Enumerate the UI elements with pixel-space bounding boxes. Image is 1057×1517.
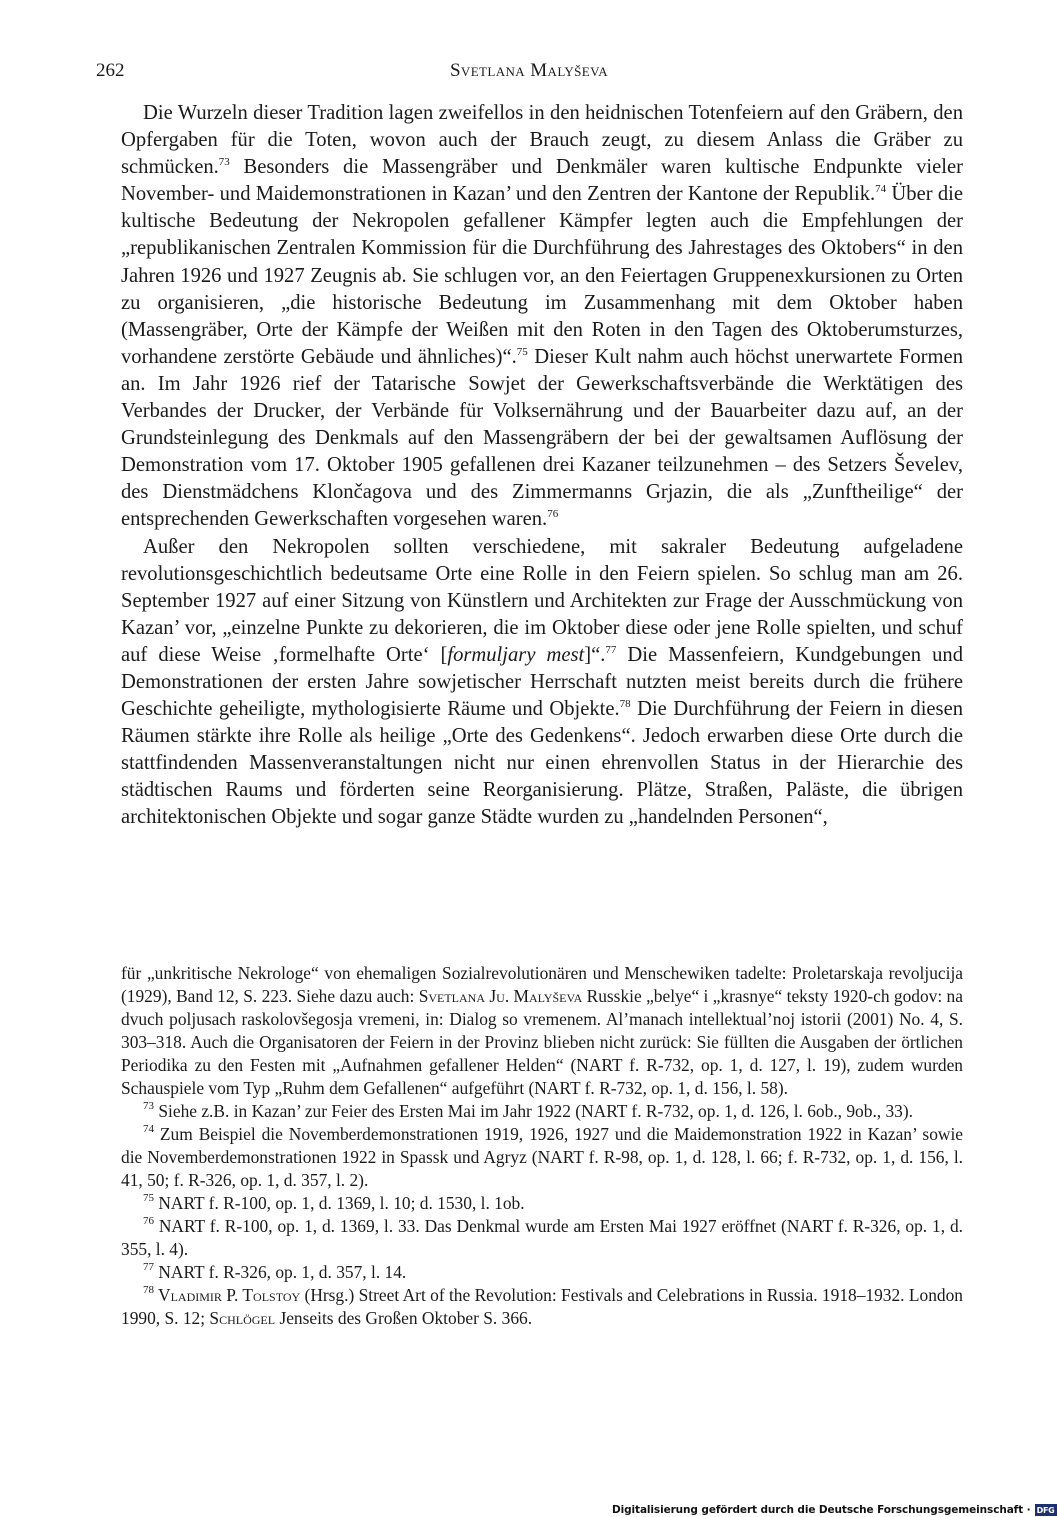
- text-run: Die Massenfeiern, Kundgebungen und Demonstrationen der ersten Jahre sowjetischer Herrschaft nutzten meist bereits durch die frühere Geschichte geheiligte, mythologisierte Räume und Objekte.: [121, 643, 964, 721]
- text-run: Besonders die Massengräber und Denkmäler waren kultische Endpunkte vieler November- und Maidemonstrationen in Kazan’ und den Zentren der Kantone der Republik.: [121, 156, 963, 206]
- footnote-ref[interactable]: 76: [547, 508, 559, 521]
- text-run: Die Wurzeln dieser Tradition lagen zweifellos in den heidnischen Totenfeiern auf den Gräbern, den Opfergaben für die Toten, wovon auch der Brauch zeugt, zu diesem Anlass die Gräber zu schmücken.: [121, 102, 963, 179]
- footnote-number: 78: [143, 1284, 154, 1296]
- footnote-text: Siehe z.B. in Kazan’ zur Feier des Ersten Mai im Jahr 1922 (NART f. R-732, op. 1, d. 126, l. 6ob., 9ob., 33).: [154, 1101, 914, 1121]
- running-head: [96, 60, 962, 88]
- footnote-ref[interactable]: 78: [619, 698, 631, 711]
- text-run: Über die kultische Bedeutung der Nekropolen gefallener Kämpfer legten auch die Empfehlungen der „republikanischen Zentralen Kommission für die Durchführung des Jahrestages des Oktobers“ in den Jahren 1926 und 1927 Zeugnis ab. Sie schlugen vor, an den Feiertagen Gruppenexkursionen zu Orten zu organisieren, „die historische Bedeutung im Zusammenhang mit dem Oktober haben (Massengräber, Orte der Kämpfe der Weißen mit den Roten in den Tagen des Oktoberumsturzes, vorhandene zerstörte Gebäude und ähnliches)“.: [121, 183, 964, 368]
- text-run: für „unkritische Nekrologe“ von ehemaligen Sozialrevolutionären und Menschewiken tadelte: Proletarskaja revoljucija (1929), Band 12, S. 223. Siehe dazu auch:: [121, 963, 963, 1006]
- footnote-ref[interactable]: 73: [218, 156, 230, 169]
- page-number: 262: [96, 60, 125, 81]
- text-run: Die Durchführung der Feiern in diesen Räumen stärkte ihre Rolle als heilige „Orte des Gedenkens“. Jedoch erwarben diese Orte durch die stattfindenden Massenveranstaltungen nicht nur einen ehrenvollen Status in der Hierarchie des städtischen Raums und förderten seine Reorganisierung. Plätze, Straßen, Paläste, die übrigen architektonischen Objekte und sogar ganze Städte wurden zu „handelnden Personen“,: [121, 698, 964, 829]
- footnote-76: [121, 1215, 963, 1261]
- footnote-text: NART f. R-100, op. 1, d. 1369, l. 33. Das Denkmal wurde am Ersten Mai 1927 eröffnet (NART f. R-326, op. 1, d. 355, l. 4).: [121, 1216, 963, 1259]
- footnotes: [121, 962, 963, 1330]
- footnote-ref[interactable]: 74: [875, 183, 887, 196]
- footnote-text: NART f. R-100, op. 1, d. 1369, l. 10; d. 1530, l. 1ob.: [154, 1193, 525, 1213]
- text-run: Russkie „belye“ i „krasnye“ teksty 1920-ch godov: na dvuch poljusach raskolovšegosja vremeni, in: Dialog so vremenem. Al’manach intellektual’noj istorii (2001) No. 4, S. 303–318. Auch die Organisatoren der Feiern in der Provinz blieben nicht zurück: Sie füllten die Ausgaben der örtlichen Periodika zu den Festen mit „Aufnahmen gefallener Helden“ (NART f. R-732, op. 1, d. 127, l. 19), zudem wurden Schauspiele vom Typ „Ruhm dem Gefallenen“ aufgeführt (NART f. R-732, op. 1, d. 156, l. 58).: [121, 986, 963, 1098]
- footnote-75: [121, 1192, 963, 1215]
- footnote-text: Jenseits des Großen Oktober S. 366.: [275, 1308, 533, 1328]
- text-run: Außer den Nekropolen sollten verschiedene, mit sakraler Bedeutung aufgeladene revolutionsgeschichtlich bedeutsame Orte eine Rolle in den Feiern spielen. So schlug man am 26. September 1927 auf einer Sitzung von Künstlern und Architekten zur Frage der Ausschmückung von Kazan’ vor, „einzelne Punkte zu dekorieren, die im Oktober diese oder jene Rolle spielten, und schuf auf diese Weise ‚formelhafte Orte‘ [: [121, 535, 963, 666]
- italic-term: formuljary mest: [447, 643, 585, 666]
- author-name: Svetlana Ju. Malyševa: [418, 986, 583, 1006]
- paragraph: [121, 100, 963, 534]
- text-run: Dieser Kult nahm auch höchst unerwartete Formen an. Im Jahr 1926 rief der Tatarische Sowjet der Gewerkschaftsverbände die Werktätigen des Verbandes der Drucker, der Verbände für Volksernährung und der Bauarbeiter dazu auf, an der Grundsteinlegung des Denkmals auf den Massengräbern der bei der gewaltsamen Auflösung der Demonstration vom 17. Oktober 1905 gefallenen drei Kazaner teilzunehmen – des Setzers Ševelev, des Dienstmädchens Klončagova und des Zimmermanns Grjazin, die als „Zunftheilige“ der entsprechenden Gewerkschaften vorgesehen waren.: [121, 345, 963, 531]
- footnote-73: [121, 1100, 963, 1123]
- running-head-author: Svetlana Malyševa: [449, 60, 609, 81]
- footnote-ref[interactable]: 75: [516, 345, 528, 358]
- footnote-number: 73: [143, 1100, 154, 1112]
- dfg-logo: DFG: [1035, 1504, 1057, 1516]
- footnote-number: 76: [143, 1215, 154, 1227]
- author-name: Vladimir P. Tolstoy: [154, 1285, 301, 1305]
- footnote-text: Zum Beispiel die Novemberdemonstrationen 1919, 1926, 1927 und die Maidemonstration 1922 in Kazan’ sowie die Novemberdemonstrationen 1922 in Spassk und Agryz (NART f. R-98, op. 1, d. 128, l. 66; f. R-732, op. 1, d. 156, l. 41, 50; f. R-326, op. 1, d. 357, l. 2).: [121, 1124, 963, 1190]
- funding-notice: [612, 1503, 1057, 1517]
- body-text: [121, 100, 963, 832]
- funding-text: Digitalisierung gefördert durch die Deutsche Forschungsgemeinschaft ·: [612, 1504, 1031, 1516]
- footnote-77: [121, 1261, 963, 1284]
- footnote-ref[interactable]: 77: [605, 643, 617, 656]
- paragraph: [121, 534, 963, 832]
- footnote-74: [121, 1123, 963, 1192]
- text-run: ]“.: [584, 643, 606, 666]
- footnote-continuation: [121, 962, 963, 1100]
- footnote-number: 77: [143, 1261, 154, 1273]
- author-name: Schlögel: [209, 1308, 276, 1328]
- footnote-number: 75: [143, 1192, 154, 1204]
- footnote-text: (Hrsg.) Street Art of the Revolution: Festivals and Celebrations in Russia. 1918–1932. London 1990, S. 12;: [121, 1285, 963, 1328]
- footnote-78: [121, 1284, 963, 1330]
- footnote-text: NART f. R-326, op. 1, d. 357, l. 14.: [154, 1262, 407, 1282]
- footnote-number: 74: [143, 1123, 154, 1135]
